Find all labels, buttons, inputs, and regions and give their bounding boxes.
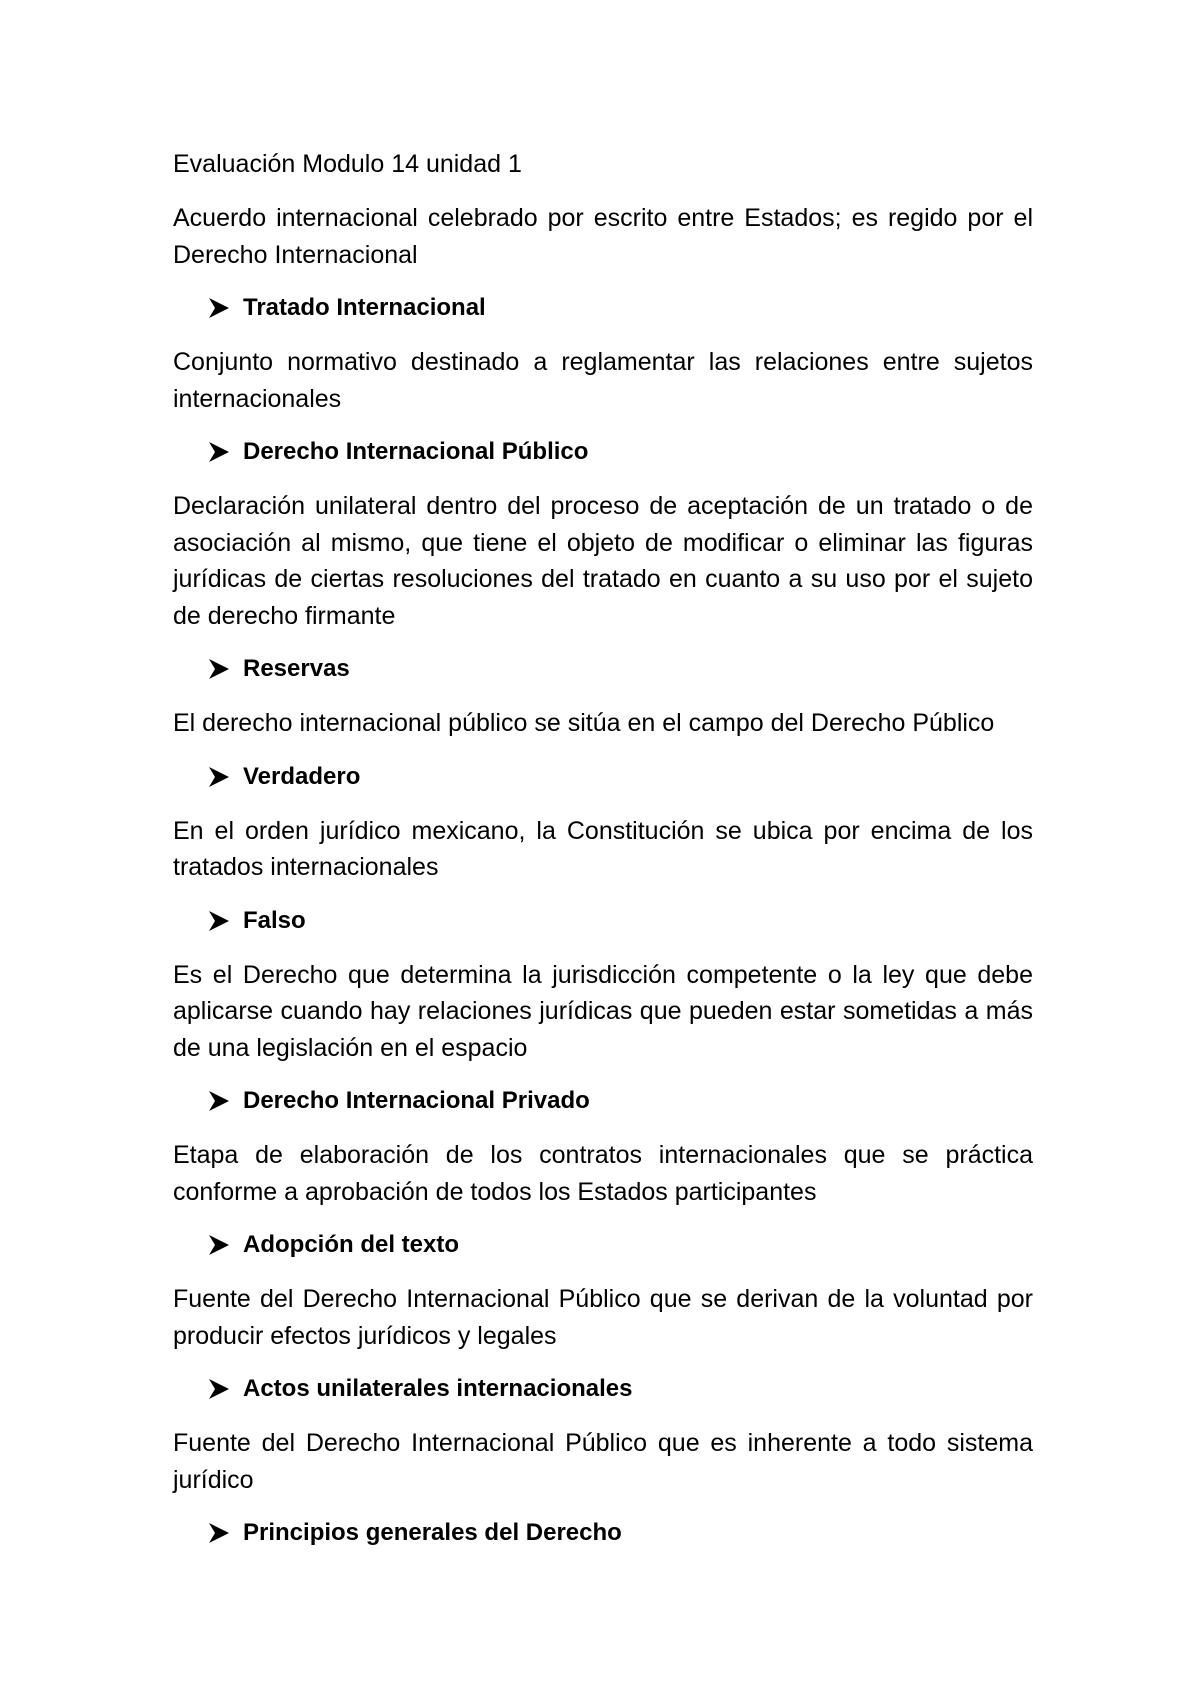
question-text: Etapa de elaboración de los contratos internacionales que se práctica conforme a aprobación de todos los Estados participantes xyxy=(173,1141,1033,1206)
qa-item xyxy=(173,1281,1033,1407)
answer-text: Derecho Internacional Privado xyxy=(243,1087,590,1114)
qa-item xyxy=(173,957,1033,1120)
qa-item xyxy=(173,1425,1033,1551)
arrowhead-bullet-icon xyxy=(207,766,231,788)
answer-bullet xyxy=(207,1083,1033,1119)
question-text: Declaración unilateral dentro del proceso de aceptación de un tratado o de asociación al mismo, que tiene el objeto de modificar o eliminar las figuras jurídicas de ciertas resoluciones del tratado en cuanto a su uso por el sujeto de derecho firmante xyxy=(173,492,1033,630)
answer-text: Tratado Internacional xyxy=(243,294,486,321)
arrowhead-bullet-icon xyxy=(207,441,231,463)
arrowhead-bullet-icon xyxy=(207,1090,231,1112)
answer-bullet xyxy=(207,903,1033,939)
answer-bullet xyxy=(207,1227,1033,1263)
answer-bullet xyxy=(207,1371,1033,1407)
arrowhead-bullet-icon xyxy=(207,658,231,680)
question-text: Conjunto normativo destinado a reglamentar las relaciones entre sujetos internacionales xyxy=(173,348,1033,413)
document-title: Evaluación Modulo 14 unidad 1 xyxy=(173,150,522,178)
answer-bullet xyxy=(207,759,1033,795)
answer-text: Actos unilaterales internacionales xyxy=(243,1375,633,1402)
qa-item xyxy=(173,488,1033,687)
arrowhead-bullet-icon xyxy=(207,1378,231,1400)
answer-text: Adopción del texto xyxy=(243,1231,459,1258)
answer-text: Principios generales del Derecho xyxy=(243,1519,622,1546)
arrowhead-bullet-icon xyxy=(207,1522,231,1544)
answer-bullet xyxy=(207,290,1033,326)
question-text: El derecho internacional público se sitúa en el campo del Derecho Público xyxy=(173,709,995,737)
answer-text: Reservas xyxy=(243,655,350,682)
answer-bullet xyxy=(207,434,1033,470)
qa-item xyxy=(173,813,1033,939)
answer-text: Falso xyxy=(243,906,306,934)
answer-bullet xyxy=(207,1515,1033,1551)
arrowhead-bullet-icon xyxy=(207,1234,231,1256)
arrowhead-bullet-icon xyxy=(207,297,231,319)
question-text: Fuente del Derecho Internacional Público que se derivan de la voluntad por producir efectos jurídicos y legales xyxy=(173,1285,1033,1350)
question-text: Fuente del Derecho Internacional Público que es inherente a todo sistema jurídico xyxy=(173,1429,1033,1494)
qa-item xyxy=(173,344,1033,470)
arrowhead-bullet-icon xyxy=(207,910,231,932)
question-text: Es el Derecho que determina la jurisdicción competente o la ley que debe aplicarse cuando hay relaciones jurídicas que pueden estar sometidas a más de una legislación en el espacio xyxy=(173,960,1033,1062)
answer-text: Derecho Internacional Público xyxy=(243,438,589,465)
question-text: Acuerdo internacional celebrado por escrito entre Estados; es regido por el Derecho Internacional xyxy=(173,204,1033,269)
qa-item xyxy=(173,705,1033,795)
answer-bullet xyxy=(207,651,1033,687)
document-body xyxy=(173,146,1033,1569)
question-text: En el orden jurídico mexicano, la Constitución se ubica por encima de los tratados internacionales xyxy=(173,816,1033,881)
answer-text: Verdadero xyxy=(243,762,361,790)
qa-item xyxy=(173,200,1033,326)
qa-item xyxy=(173,1137,1033,1263)
